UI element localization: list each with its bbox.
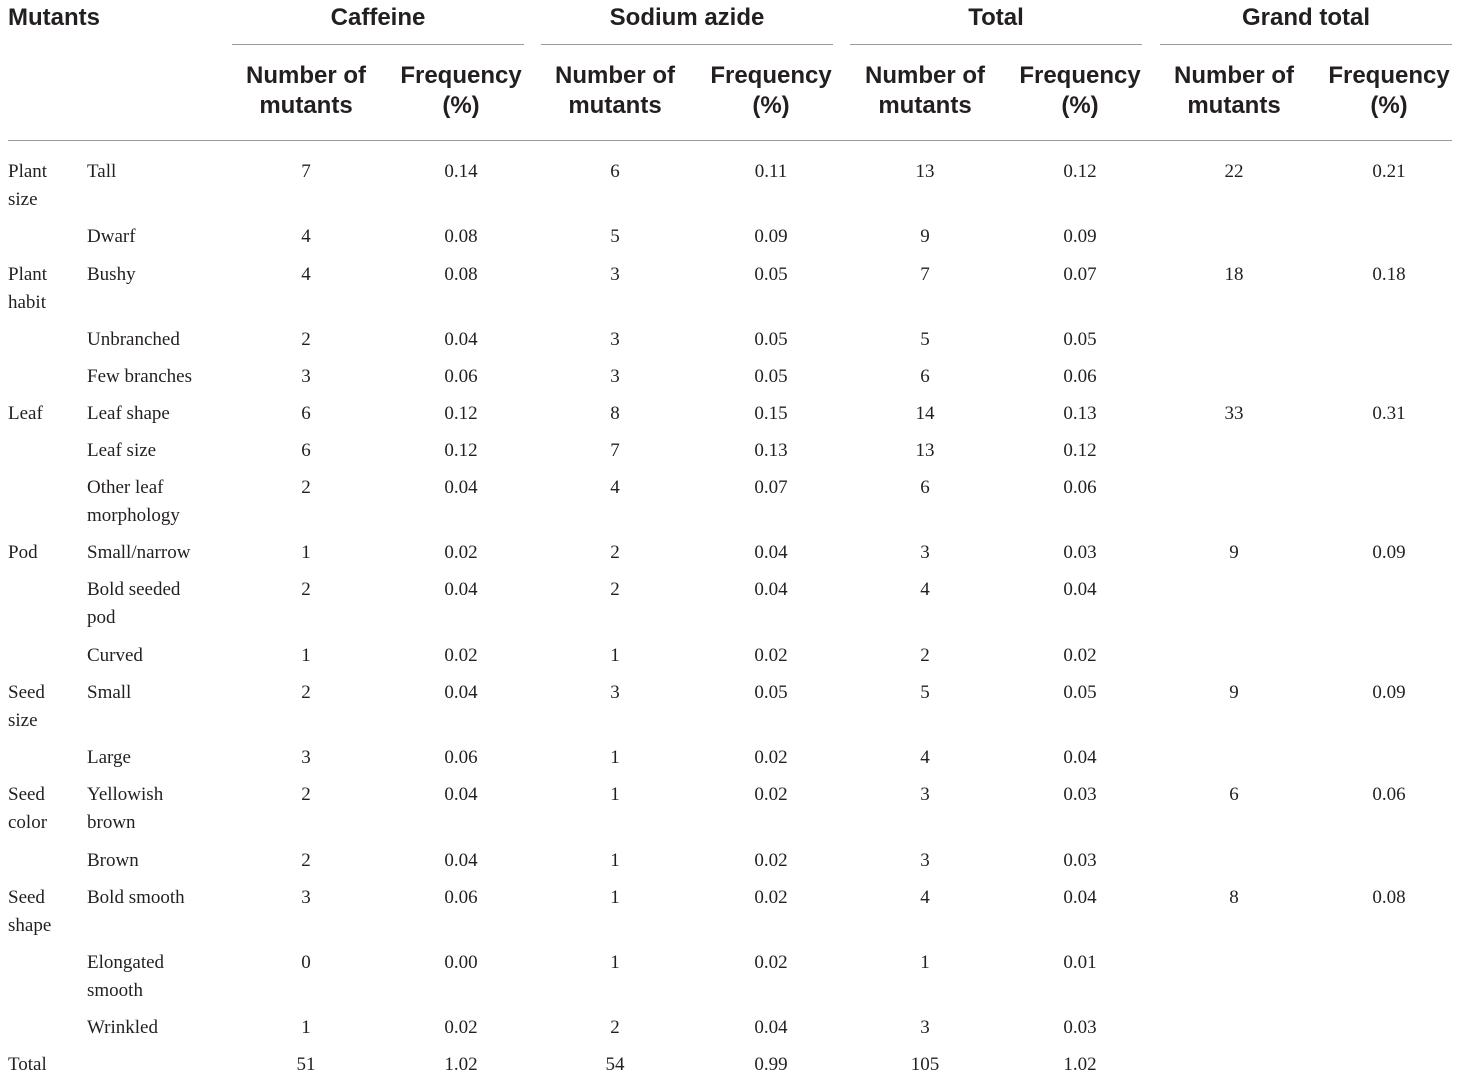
- value-cell: 0.07: [1063, 264, 1097, 285]
- value-cell: 0.09: [754, 226, 788, 247]
- value-cell: 0.02: [444, 1017, 478, 1038]
- value-cell: 6: [920, 366, 930, 387]
- value-cell: 4: [920, 579, 930, 600]
- group-header: Grand total: [1241, 4, 1370, 31]
- category-label: habit: [8, 292, 46, 313]
- category-label: size: [8, 189, 38, 210]
- value-cell: 3: [301, 366, 311, 387]
- value-cell: 0.03: [1063, 784, 1097, 805]
- value-cell: 0.06: [1063, 366, 1097, 387]
- group-underline: [850, 44, 1142, 45]
- value-cell: 0.04: [444, 477, 478, 498]
- value-cell: 0.04: [444, 682, 478, 703]
- category-label: Pod: [8, 542, 38, 563]
- value-cell: 1: [920, 952, 930, 973]
- value-cell: 3: [920, 1017, 930, 1038]
- trait-label: brown: [87, 812, 136, 833]
- value-cell: 6: [301, 403, 311, 424]
- value-cell: 2: [301, 579, 311, 600]
- value-cell: 0.04: [754, 579, 788, 600]
- value-cell: 0.03: [1063, 850, 1097, 871]
- trait-label: Dwarf: [87, 226, 136, 247]
- grand-total-cell: 9: [1229, 682, 1239, 703]
- value-cell: 4: [610, 477, 620, 498]
- value-cell: 7: [301, 161, 311, 182]
- grand-total-cell: 9: [1229, 542, 1239, 563]
- value-cell: 2: [301, 682, 311, 703]
- trait-label: Tall: [87, 161, 117, 182]
- value-cell: 0.02: [444, 645, 478, 666]
- trait-label: Bold seeded: [87, 579, 181, 600]
- value-cell: 2: [301, 477, 311, 498]
- value-cell: 6: [610, 161, 620, 182]
- sub-header-frequency: Frequency: [400, 62, 522, 89]
- value-cell: 3: [610, 682, 620, 703]
- grand-total-cell: 8: [1229, 887, 1239, 908]
- grand-total-cell: 18: [1224, 264, 1244, 285]
- value-cell: 2: [301, 850, 311, 871]
- value-cell: 5: [610, 226, 620, 247]
- value-cell: 1: [610, 887, 620, 908]
- trait-label: Small: [87, 682, 132, 703]
- value-cell: 4: [920, 887, 930, 908]
- value-cell: 14: [915, 403, 935, 424]
- value-cell: 13: [915, 161, 935, 182]
- trait-label: morphology: [87, 505, 180, 526]
- value-cell: 1.02: [444, 1054, 478, 1075]
- value-cell: 0.01: [1063, 952, 1097, 973]
- value-cell: 0.04: [444, 579, 478, 600]
- value-cell: 3: [920, 850, 930, 871]
- value-cell: 3: [920, 542, 930, 563]
- value-cell: 0.02: [754, 784, 788, 805]
- value-cell: 1: [610, 645, 620, 666]
- value-cell: 3: [610, 329, 620, 350]
- value-cell: 0.13: [754, 440, 788, 461]
- value-cell: 0.04: [754, 542, 788, 563]
- value-cell: 3: [610, 366, 620, 387]
- grand-total-cell: 6: [1229, 784, 1239, 805]
- value-cell: 0.05: [1063, 329, 1097, 350]
- value-cell: 0.04: [1063, 579, 1097, 600]
- value-cell: 0.04: [444, 784, 478, 805]
- category-label: Seed: [8, 887, 45, 908]
- trait-label: Few branches: [87, 366, 192, 387]
- value-cell: 0.04: [444, 329, 478, 350]
- value-cell: 0.05: [754, 264, 788, 285]
- value-cell: 13: [915, 440, 935, 461]
- trait-label: Wrinkled: [87, 1017, 158, 1038]
- trait-label: Curved: [87, 645, 143, 666]
- value-cell: 1.02: [1063, 1054, 1097, 1075]
- value-cell: 0.04: [444, 850, 478, 871]
- value-cell: 3: [301, 747, 311, 768]
- value-cell: 0.06: [1063, 477, 1097, 498]
- grand-total-cell: 0.09: [1372, 682, 1406, 703]
- value-cell: 0.06: [444, 747, 478, 768]
- trait-label: Other leaf: [87, 477, 164, 498]
- value-cell: 4: [920, 747, 930, 768]
- value-cell: 3: [920, 784, 930, 805]
- group-underline: [232, 44, 524, 45]
- category-label: Seed: [8, 784, 45, 805]
- value-cell: 0.02: [754, 952, 788, 973]
- value-cell: 0: [301, 952, 311, 973]
- category-label: size: [8, 710, 38, 731]
- value-cell: 1: [301, 645, 311, 666]
- trait-label: smooth: [87, 980, 143, 1001]
- value-cell: 54: [605, 1054, 625, 1075]
- value-cell: 0.02: [754, 645, 788, 666]
- value-cell: 3: [301, 887, 311, 908]
- value-cell: 0.02: [754, 887, 788, 908]
- sub-header-frequency: (%): [752, 92, 790, 119]
- category-label: shape: [8, 915, 52, 936]
- sub-header-frequency: Frequency: [710, 62, 832, 89]
- value-cell: 0.15: [754, 403, 788, 424]
- sub-header-number: Number of: [865, 62, 985, 89]
- sub-header-number: mutants: [259, 92, 353, 119]
- value-cell: 7: [610, 440, 620, 461]
- value-cell: 0.05: [754, 329, 788, 350]
- value-cell: 51: [296, 1054, 316, 1075]
- grand-total-cell: 33: [1224, 403, 1244, 424]
- sub-header-frequency: Frequency: [1019, 62, 1141, 89]
- value-cell: 1: [301, 1017, 311, 1038]
- sub-header-number: mutants: [1187, 92, 1281, 119]
- value-cell: 1: [301, 542, 311, 563]
- value-cell: 0.05: [754, 366, 788, 387]
- value-cell: 2: [301, 329, 311, 350]
- value-cell: 0.13: [1063, 403, 1097, 424]
- trait-label: Bushy: [87, 264, 136, 285]
- trait-label: Yellowish: [87, 784, 164, 805]
- trait-label: Brown: [87, 850, 139, 871]
- sub-header-number: mutants: [878, 92, 972, 119]
- value-cell: 0.00: [444, 952, 478, 973]
- sub-header-frequency: (%): [1370, 92, 1408, 119]
- sub-header-number: Number of: [555, 62, 675, 89]
- value-cell: 0.06: [444, 887, 478, 908]
- grand-total-cell: 0.06: [1372, 784, 1406, 805]
- sub-header-frequency: (%): [1061, 92, 1099, 119]
- category-label: Seed: [8, 682, 45, 703]
- value-cell: 0.03: [1063, 542, 1097, 563]
- category-label: color: [8, 812, 48, 833]
- value-cell: 1: [610, 850, 620, 871]
- value-cell: 0.14: [444, 161, 478, 182]
- category-label: Plant: [8, 264, 48, 285]
- value-cell: 2: [610, 542, 620, 563]
- grand-total-cell: 0.31: [1372, 403, 1406, 424]
- value-cell: 7: [920, 264, 930, 285]
- trait-label: Unbranched: [87, 329, 180, 350]
- value-cell: 0.05: [754, 682, 788, 703]
- value-cell: 6: [301, 440, 311, 461]
- value-cell: 105: [910, 1054, 940, 1075]
- value-cell: 0.08: [444, 264, 478, 285]
- value-cell: 1: [610, 952, 620, 973]
- value-cell: 0.02: [444, 542, 478, 563]
- value-cell: 0.99: [754, 1054, 788, 1075]
- grand-total-cell: 0.21: [1372, 161, 1406, 182]
- category-label: Plant: [8, 161, 48, 182]
- grand-total-cell: 0.18: [1372, 264, 1406, 285]
- value-cell: 0.03: [1063, 1017, 1097, 1038]
- value-cell: 2: [610, 579, 620, 600]
- trait-label: Elongated: [87, 952, 165, 973]
- grand-total-cell: 0.08: [1372, 887, 1406, 908]
- value-cell: 5: [920, 682, 930, 703]
- category-label: Leaf: [8, 403, 43, 424]
- row-header: Mutants: [8, 4, 100, 31]
- grand-total-cell: 22: [1224, 161, 1244, 182]
- trait-label: Leaf shape: [87, 403, 170, 424]
- value-cell: 0.11: [754, 161, 788, 182]
- value-cell: 2: [301, 784, 311, 805]
- grand-total-cell: 0.09: [1372, 542, 1406, 563]
- group-underline: [541, 44, 833, 45]
- value-cell: 0.04: [1063, 887, 1097, 908]
- value-cell: 0.06: [444, 366, 478, 387]
- category-label: Total: [8, 1054, 47, 1075]
- header-rule: [8, 140, 1452, 141]
- value-cell: 0.12: [1063, 440, 1097, 461]
- value-cell: 9: [920, 226, 930, 247]
- value-cell: 0.07: [754, 477, 788, 498]
- trait-label: Small/narrow: [87, 542, 191, 563]
- trait-label: pod: [87, 607, 116, 628]
- value-cell: 0.04: [754, 1017, 788, 1038]
- value-cell: 5: [920, 329, 930, 350]
- group-header: Caffeine: [330, 4, 426, 31]
- value-cell: 0.12: [1063, 161, 1097, 182]
- value-cell: 0.09: [1063, 226, 1097, 247]
- value-cell: 0.02: [754, 747, 788, 768]
- value-cell: 2: [920, 645, 930, 666]
- value-cell: 0.05: [1063, 682, 1097, 703]
- value-cell: 1: [610, 784, 620, 805]
- sub-header-frequency: (%): [442, 92, 480, 119]
- value-cell: 6: [920, 477, 930, 498]
- value-cell: 0.02: [754, 850, 788, 871]
- sub-header-number: Number of: [246, 62, 366, 89]
- group-header: Total: [968, 4, 1024, 31]
- value-cell: 0.02: [1063, 645, 1097, 666]
- group-header: Sodium azide: [609, 4, 765, 31]
- trait-label: Leaf size: [87, 440, 157, 461]
- group-underline: [1160, 44, 1452, 45]
- value-cell: 0.12: [444, 440, 478, 461]
- value-cell: 8: [610, 403, 620, 424]
- trait-label: Bold smooth: [87, 887, 185, 908]
- value-cell: 0.08: [444, 226, 478, 247]
- value-cell: 4: [301, 264, 311, 285]
- sub-header-number: mutants: [568, 92, 662, 119]
- value-cell: 2: [610, 1017, 620, 1038]
- sub-header-number: Number of: [1174, 62, 1294, 89]
- value-cell: 4: [301, 226, 311, 247]
- value-cell: 0.04: [1063, 747, 1097, 768]
- value-cell: 0.12: [444, 403, 478, 424]
- sub-header-frequency: Frequency: [1328, 62, 1450, 89]
- value-cell: 1: [610, 747, 620, 768]
- trait-label: Large: [87, 747, 131, 768]
- value-cell: 3: [610, 264, 620, 285]
